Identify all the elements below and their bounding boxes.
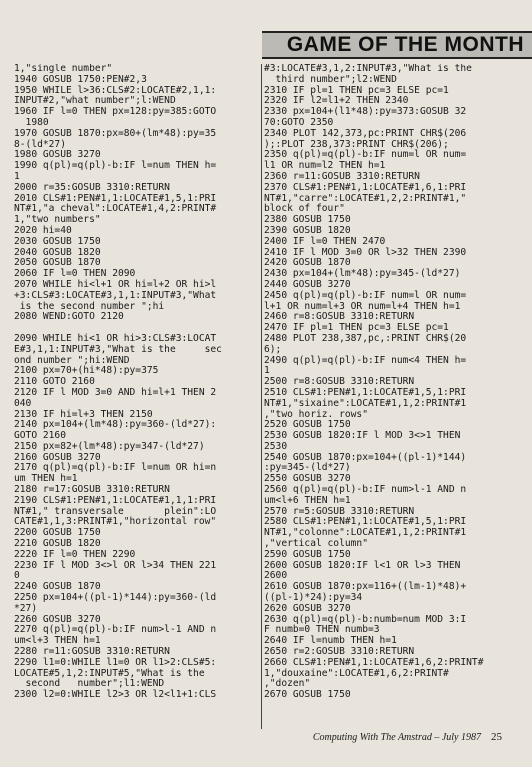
code-line: 2370 CLS#1:PEN#1,1:LOCATE#1,6,1:PRI [264, 181, 467, 193]
code-line: NT#1," transversale plein":LO [14, 505, 217, 517]
code-line: 2520 GOSUB 1750 [264, 419, 351, 431]
code-line: 1 [264, 365, 270, 377]
code-line: 1,"single number" [14, 64, 113, 74]
magazine-credit: Computing With The Amstrad – July 1987 [312, 732, 481, 743]
column-divider [261, 64, 262, 729]
code-line: 2420 GOSUB 1870 [264, 257, 351, 269]
page-footer [313, 731, 502, 743]
code-line: 2380 GOSUB 1750 [264, 214, 351, 226]
code-line: :py=345-(ld*27) [264, 462, 351, 474]
code-line: 2440 GOSUB 3270 [264, 278, 351, 290]
code-line: 1980 [14, 116, 49, 128]
code-line: 2580 CLS#1:PEN#1,1:LOCATE#1,5,1:PRI [264, 516, 467, 528]
code-line: );:PLOT 238,373:PRINT CHR$(206); [264, 138, 449, 150]
code-line: NT#1,"sixaine":LOCATE#1,1,2:PRINT#1 [264, 397, 467, 409]
code-line: 2180 r=17:GOSUB 3310:RETURN [14, 484, 170, 496]
code-line: 2340 PLOT 142,373,pc:PRINT CHR$(206 [264, 127, 467, 139]
code-line: 2230 IF l MOD 3<>l OR l>34 THEN 221 [14, 559, 217, 571]
code-line: um<l+3 THEN h=1 [14, 635, 101, 647]
code-line: 2160 GOSUB 3270 [14, 451, 101, 463]
code-line: 2090 WHILE hi<1 OR hi>3:CLS#3:LOCAT [14, 332, 217, 344]
code-line: 1 [14, 170, 20, 182]
code-line: 1950 WHILE l>36:CLS#2:LOCATE#2,1,1: [14, 84, 217, 96]
code-line: 1,"two numbers" [14, 214, 101, 226]
code-line: 2190 CLS#1:PEN#1,1:LOCATE#1,1,1:PRI [14, 494, 217, 506]
section-header-bar [262, 31, 532, 59]
code-line: l1 OR num=l2 THEN h=1 [264, 160, 386, 172]
code-line: 1,"douxaine":LOCATE#1,6,2:PRINT# [264, 667, 449, 679]
code-line: 2070 WHILE hi<l+1 OR hi=l+2 OR hi>l [14, 278, 217, 290]
code-line: 2010 CLS#1:PEN#1,1:LOCATE#1,5,1:PRI [14, 192, 217, 204]
code-line: 2130 IF hi=l+3 THEN 2150 [14, 408, 153, 420]
code-line: 2300 l2=0:WHILE l2>3 OR l2<l1+1:CLS [14, 689, 217, 701]
code-line: 2110 GOTO 2160 [14, 376, 95, 388]
code-line: 70:GOTO 2350 [264, 116, 334, 128]
code-line: 1940 GOSUB 1750:PEN#2,3 [14, 73, 147, 85]
code-line: 2250 px=104+((pl-1)*144):py=360-(ld [14, 592, 217, 604]
code-line: 2200 GOSUB 1750 [14, 527, 101, 539]
code-line: 2040 GOSUB 1820 [14, 246, 101, 258]
code-line: 2470 IF pl=1 THEN pc=3 ELSE pc=1 [264, 322, 449, 334]
code-line: 2350 q(pl)=q(pl)-b:IF num=l OR num= [264, 149, 467, 161]
page-number: 25 [491, 731, 502, 743]
code-line: 1980 GOSUB 3270 [14, 149, 101, 161]
code-line: 2540 GOSUB 1870:px=104+((pl-1)*144) [264, 451, 467, 463]
code-line: 0 [14, 570, 20, 582]
code-line: 2120 IF l MOD 3=0 AND hi=l+1 THEN 2 [14, 386, 217, 398]
code-line: 2430 px=104+(lm*48):py=345-(ld*27) [264, 268, 461, 280]
code-line: GOTO 2160 [14, 430, 66, 442]
code-line: *27) [14, 602, 38, 614]
code-line: LOCATE#5,1,2:INPUT#5,"What is the [14, 667, 205, 679]
code-line: 2080 WEND:GOTO 2120 [14, 311, 124, 323]
code-line: ,"two horiz. rows" [264, 408, 368, 420]
code-line: 2550 GOSUB 3270 [264, 473, 351, 485]
code-line: 2000 r=35:GOSUB 3310:RETURN [14, 181, 170, 193]
code-line: 2240 GOSUB 1870 [14, 581, 101, 593]
code-line: 2530 GOSUB 1820:IF l MOD 3<>1 THEN [264, 430, 461, 442]
code-line: um<l+6 THEN h=1 [264, 494, 351, 506]
code-line: 2530 [264, 440, 288, 452]
code-line: ((pl-1)*24):py=34 [264, 592, 363, 604]
code-line: 2670 GOSUB 1750 [264, 689, 351, 701]
code-line: 2390 GOSUB 1820 [264, 224, 351, 236]
code-line: 2600 GOSUB 1820:IF l<1 OR l>3 THEN [264, 559, 461, 571]
code-line: 2150 px=82+(lm*48):py=347-(ld*27) [14, 440, 205, 452]
code-line: ,"dozen" [264, 678, 311, 690]
code-line: CATE#1,1,3:PRINT#1,"horizontal row" [14, 516, 217, 528]
code-line: 2020 hi=40 [14, 224, 72, 236]
code-line: second number";l1:WEND [14, 678, 165, 690]
code-line: 2210 GOSUB 1820 [14, 538, 101, 550]
code-line: 2480 PLOT 238,387,pc,:PRINT CHR$(20 [264, 332, 467, 344]
code-line: 2610 GOSUB 1870:px=116+((lm-1)*48)+ [264, 581, 467, 593]
code-line: INPUT#2,"what number";l:WEND [14, 95, 176, 107]
code-line: 2280 r=11:GOSUB 3310:RETURN [14, 646, 170, 658]
code-line: 2630 q(pl)=q(pl)-b:numb=num MOD 3:I [264, 613, 467, 625]
code-line: 2100 px=70+(hi*48):py=375 [14, 365, 159, 377]
code-line: 2500 r=8:GOSUB 3310:RETURN [264, 376, 415, 388]
code-line: NT#1,"colonne":LOCATE#1,1,2:PRINT#1 [264, 527, 467, 539]
code-line: 2260 GOSUB 3270 [14, 613, 101, 625]
code-line: 040 [14, 397, 32, 409]
code-line: 2050 GOSUB 1870 [14, 257, 101, 269]
section-title: GAME OF THE MONTH [286, 33, 524, 56]
code-line: 2140 px=104+(lm*48):py=360-(ld*27): [14, 419, 217, 431]
code-line: 2330 px=104+(l1*48):py=373:GOSUB 32 [264, 106, 467, 118]
code-listing-left [14, 64, 261, 701]
code-line: is the second number ";hi [14, 300, 165, 312]
code-line: 2320 IF l2=l1+2 THEN 2340 [264, 95, 409, 107]
code-line: F numb=0 THEN numb=3 [264, 624, 380, 636]
code-line: #3:LOCATE#3,1,2:INPUT#3,"What is the [264, 64, 472, 74]
code-line: um THEN h=1 [14, 473, 78, 485]
code-line: 2410 IF l MOD 3=0 OR l>32 THEN 2390 [264, 246, 467, 258]
code-line: 1970 GOSUB 1870:px=80+(lm*48):py=35 [14, 127, 217, 139]
code-line: 2460 r=8:GOSUB 3310:RETURN [264, 311, 415, 323]
code-line: 2570 r=5:GOSUB 3310:RETURN [264, 505, 415, 517]
code-line: 6); [264, 343, 282, 355]
code-line: block of four" [264, 203, 345, 215]
code-line: 2450 q(pl)=q(pl)-b:IF num=l OR num= [264, 289, 467, 301]
code-listing-right [264, 64, 524, 701]
code-line: 2170 q(pl)=q(pl)-b:IF l=num OR hi=n [14, 462, 217, 474]
code-line: NT#1,"carre":LOCATE#1,2,2:PRINT#1," [264, 192, 467, 204]
code-line: 2220 IF l=0 THEN 2290 [14, 548, 136, 560]
code-line: 2560 q(pl)=q(pl)-b:IF num>l-1 AND n [264, 484, 467, 496]
code-line: ond number ";hi:WEND [14, 354, 130, 366]
code-line: l+1 OR num=l+3 OR num=l+4 THEN h=1 [264, 300, 461, 312]
code-line: 2400 IF l=0 THEN 2470 [264, 235, 386, 247]
code-line: 2510 CLS#1:PEN#1,1:LOCATE#1,5,1:PRI [264, 386, 467, 398]
code-line: 2360 r=11:GOSUB 3310:RETURN [264, 170, 420, 182]
code-line: 1990 q(pl)=q(pl)-b:IF l=num THEN h= [14, 160, 217, 172]
code-line: 2490 q(pl)=q(pl)-b:IF num<4 THEN h= [264, 354, 467, 366]
code-line: 2310 IF pl=1 THEN pc=3 ELSE pc=1 [264, 84, 449, 96]
code-line: 2660 CLS#1:PEN#1,1:LOCATE#1,6,2:PRINT# [264, 656, 484, 668]
code-line: +3:CLS#3:LOCATE#3,1,1:INPUT#3,"What [14, 289, 217, 301]
code-line: 2030 GOSUB 1750 [14, 235, 101, 247]
code-line: NT#1,"a cheval":LOCATE#1,4,2:PRINT# [14, 203, 217, 215]
code-line: 2650 r=2:GOSUB 3310:RETURN [264, 646, 415, 658]
code-line: 2590 GOSUB 1750 [264, 548, 351, 560]
code-line: E#3,1,1:INPUT#3,"What is the sec [14, 343, 222, 355]
code-line: 2640 IF l=numb THEN h=1 [264, 635, 397, 647]
code-line: 2270 q(pl)=q(pl)-b:IF num>l-1 AND n [14, 624, 217, 636]
code-line: 2290 l1=0:WHILE l1=0 OR l1>2:CLS#5: [14, 656, 217, 668]
code-line: 2060 IF l=0 THEN 2090 [14, 268, 136, 280]
code-line: 8-(ld*27) [14, 138, 66, 150]
code-line: 1960 IF l=0 THEN px=128:py=385:GOTO [14, 106, 217, 118]
code-line: ,"vertical column" [264, 538, 368, 550]
code-line: 2620 GOSUB 3270 [264, 602, 351, 614]
code-line: third number";l2:WEND [264, 73, 397, 85]
code-line: 2600 [264, 570, 288, 582]
